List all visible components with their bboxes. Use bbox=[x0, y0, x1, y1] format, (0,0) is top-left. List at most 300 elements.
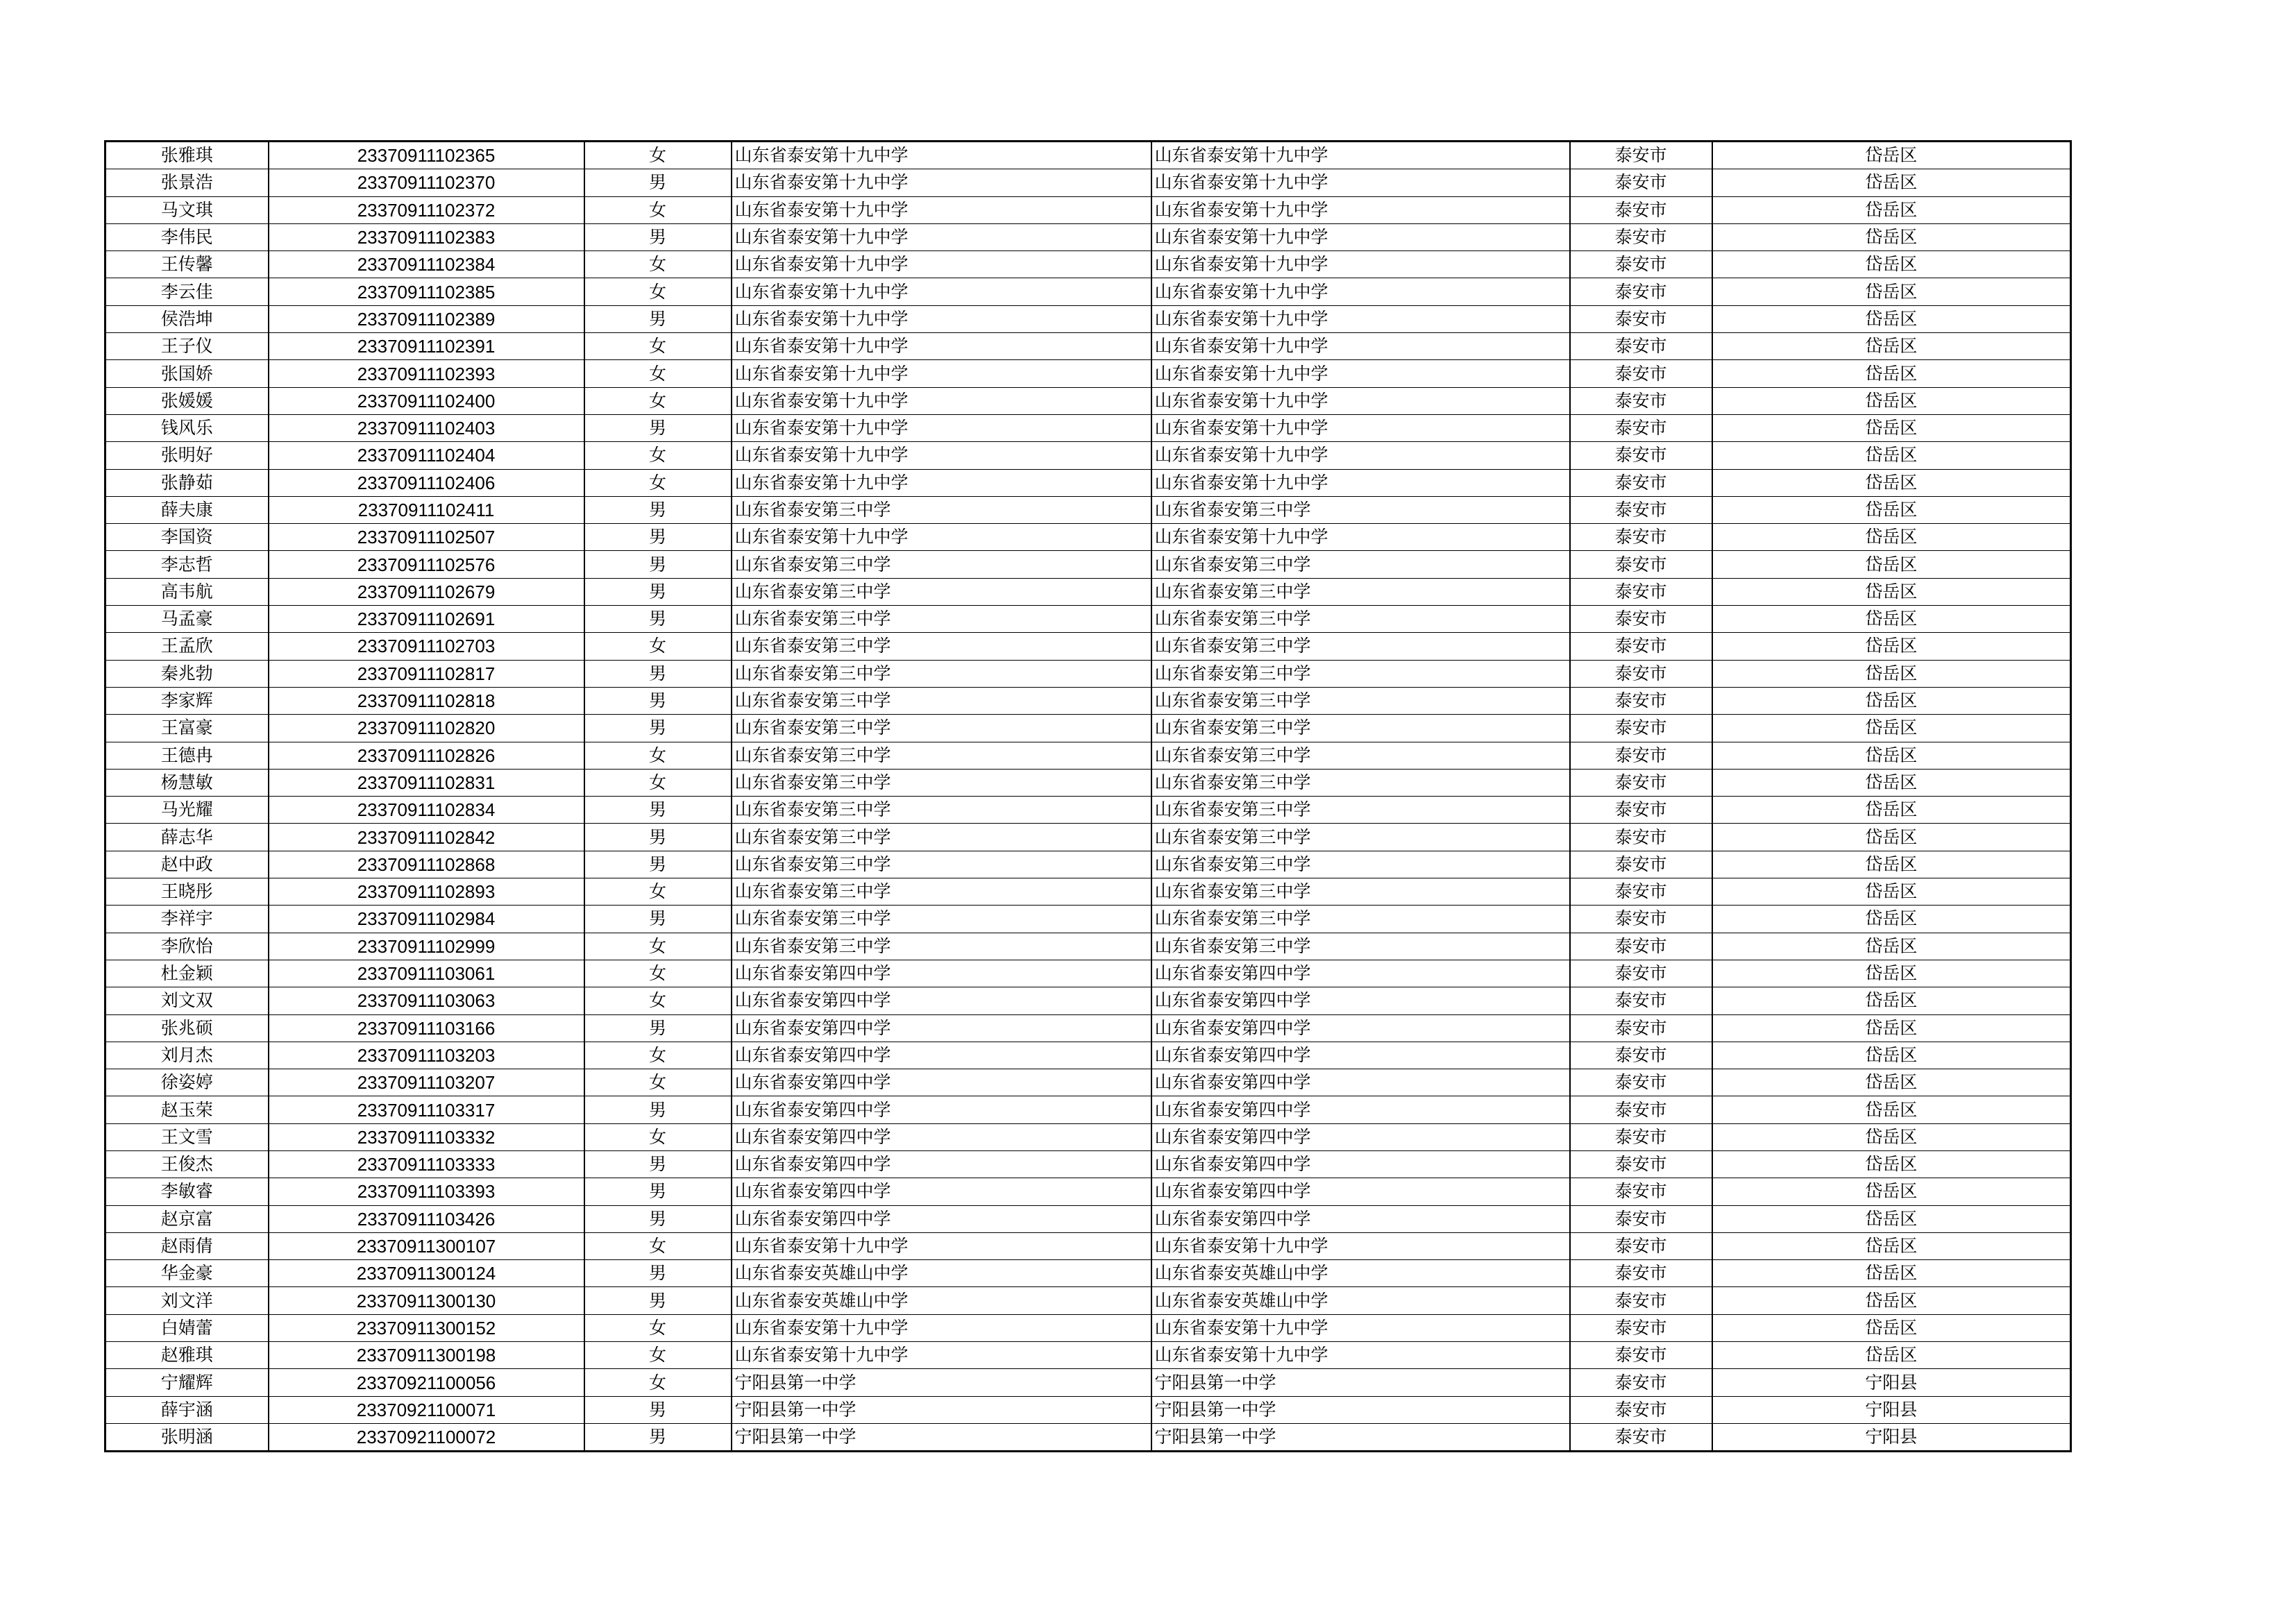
gender-cell: 男 bbox=[584, 524, 732, 551]
gender-cell: 女 bbox=[584, 360, 732, 387]
district-cell: 岱岳区 bbox=[1712, 660, 2071, 687]
student-name-cell: 张雅琪 bbox=[105, 142, 269, 169]
gender-cell: 女 bbox=[584, 960, 732, 987]
gender-cell: 男 bbox=[584, 660, 732, 687]
district-cell: 岱岳区 bbox=[1712, 414, 2071, 441]
district-cell: 岱岳区 bbox=[1712, 1287, 2071, 1314]
school-name-cell: 山东省泰安第十九中学 bbox=[732, 414, 1151, 441]
exam-number-cell: 23370921100072 bbox=[269, 1423, 584, 1451]
district-cell: 岱岳区 bbox=[1712, 987, 2071, 1014]
school-name-cell: 山东省泰安第十九中学 bbox=[732, 169, 1151, 196]
city-cell: 泰安市 bbox=[1570, 769, 1712, 796]
student-name-cell: 侯浩坤 bbox=[105, 305, 269, 332]
city-cell: 泰安市 bbox=[1570, 169, 1712, 196]
registered-school-cell: 山东省泰安英雄山中学 bbox=[1151, 1287, 1570, 1314]
student-name-cell: 王孟欣 bbox=[105, 633, 269, 660]
table-row bbox=[105, 305, 2071, 332]
district-cell: 岱岳区 bbox=[1712, 960, 2071, 987]
table-row bbox=[105, 797, 2071, 824]
city-cell: 泰安市 bbox=[1570, 578, 1712, 605]
table-row bbox=[105, 1096, 2071, 1123]
district-cell: 岱岳区 bbox=[1712, 1123, 2071, 1150]
gender-cell: 女 bbox=[584, 933, 732, 960]
gender-cell: 女 bbox=[584, 1123, 732, 1150]
district-cell: 岱岳区 bbox=[1712, 1314, 2071, 1341]
city-cell: 泰安市 bbox=[1570, 1369, 1712, 1396]
table-row bbox=[105, 1014, 2071, 1042]
registered-school-cell: 山东省泰安第四中学 bbox=[1151, 1178, 1570, 1205]
registered-school-cell: 山东省泰安第十九中学 bbox=[1151, 1342, 1570, 1369]
district-cell: 岱岳区 bbox=[1712, 387, 2071, 414]
table-row bbox=[105, 1369, 2071, 1396]
district-cell: 岱岳区 bbox=[1712, 1014, 2071, 1042]
gender-cell: 女 bbox=[584, 1314, 732, 1341]
city-cell: 泰安市 bbox=[1570, 1342, 1712, 1369]
district-cell: 宁阳县 bbox=[1712, 1369, 2071, 1396]
city-cell: 泰安市 bbox=[1570, 660, 1712, 687]
exam-number-cell: 23370911102403 bbox=[269, 414, 584, 441]
registered-school-cell: 山东省泰安第十九中学 bbox=[1151, 414, 1570, 441]
district-cell: 岱岳区 bbox=[1712, 1096, 2071, 1123]
gender-cell: 男 bbox=[584, 1396, 732, 1423]
table-row bbox=[105, 1287, 2071, 1314]
exam-number-cell: 23370911102818 bbox=[269, 687, 584, 714]
exam-number-cell: 23370911102383 bbox=[269, 223, 584, 250]
city-cell: 泰安市 bbox=[1570, 251, 1712, 278]
registered-school-cell: 山东省泰安第四中学 bbox=[1151, 1042, 1570, 1069]
student-name-cell: 王子仪 bbox=[105, 333, 269, 360]
exam-number-cell: 23370911102393 bbox=[269, 360, 584, 387]
city-cell: 泰安市 bbox=[1570, 1042, 1712, 1069]
city-cell: 泰安市 bbox=[1570, 933, 1712, 960]
table-row bbox=[105, 169, 2071, 196]
district-cell: 岱岳区 bbox=[1712, 1260, 2071, 1287]
registered-school-cell: 宁阳县第一中学 bbox=[1151, 1396, 1570, 1423]
gender-cell: 女 bbox=[584, 278, 732, 305]
registered-school-cell: 山东省泰安第四中学 bbox=[1151, 1069, 1570, 1096]
city-cell: 泰安市 bbox=[1570, 524, 1712, 551]
district-cell: 岱岳区 bbox=[1712, 1342, 2071, 1369]
school-name-cell: 山东省泰安第三中学 bbox=[732, 496, 1151, 523]
registered-school-cell: 山东省泰安第三中学 bbox=[1151, 715, 1570, 742]
student-name-cell: 张静茹 bbox=[105, 469, 269, 496]
district-cell: 岱岳区 bbox=[1712, 687, 2071, 714]
exam-number-cell: 23370911103166 bbox=[269, 1014, 584, 1042]
table-row bbox=[105, 606, 2071, 633]
table-row bbox=[105, 1342, 2071, 1369]
exam-number-cell: 23370911102507 bbox=[269, 524, 584, 551]
school-name-cell: 山东省泰安第四中学 bbox=[732, 960, 1151, 987]
city-cell: 泰安市 bbox=[1570, 1150, 1712, 1178]
registered-school-cell: 山东省泰安第四中学 bbox=[1151, 1014, 1570, 1042]
student-name-cell: 马光耀 bbox=[105, 797, 269, 824]
student-name-cell: 马孟豪 bbox=[105, 606, 269, 633]
district-cell: 岱岳区 bbox=[1712, 496, 2071, 523]
gender-cell: 女 bbox=[584, 878, 732, 906]
table-row bbox=[105, 633, 2071, 660]
school-name-cell: 山东省泰安第三中学 bbox=[732, 687, 1151, 714]
student-name-cell: 钱风乐 bbox=[105, 414, 269, 441]
district-cell: 岱岳区 bbox=[1712, 906, 2071, 933]
registered-school-cell: 山东省泰安英雄山中学 bbox=[1151, 1260, 1570, 1287]
exam-number-cell: 23370911102384 bbox=[269, 251, 584, 278]
exam-number-cell: 23370911102842 bbox=[269, 824, 584, 851]
district-cell: 岱岳区 bbox=[1712, 578, 2071, 605]
city-cell: 泰安市 bbox=[1570, 142, 1712, 169]
table-row bbox=[105, 469, 2071, 496]
registered-school-cell: 山东省泰安第三中学 bbox=[1151, 797, 1570, 824]
city-cell: 泰安市 bbox=[1570, 606, 1712, 633]
exam-number-cell: 23370911103061 bbox=[269, 960, 584, 987]
school-name-cell: 山东省泰安第十九中学 bbox=[732, 387, 1151, 414]
registered-school-cell: 山东省泰安第十九中学 bbox=[1151, 223, 1570, 250]
exam-number-cell: 23370911102385 bbox=[269, 278, 584, 305]
city-cell: 泰安市 bbox=[1570, 196, 1712, 223]
student-name-cell: 刘文双 bbox=[105, 987, 269, 1014]
student-name-cell: 王传馨 bbox=[105, 251, 269, 278]
student-name-cell: 王晓彤 bbox=[105, 878, 269, 906]
city-cell: 泰安市 bbox=[1570, 1178, 1712, 1205]
district-cell: 岱岳区 bbox=[1712, 715, 2071, 742]
district-cell: 岱岳区 bbox=[1712, 1232, 2071, 1259]
gender-cell: 男 bbox=[584, 606, 732, 633]
gender-cell: 男 bbox=[584, 223, 732, 250]
city-cell: 泰安市 bbox=[1570, 1014, 1712, 1042]
registered-school-cell: 山东省泰安第十九中学 bbox=[1151, 305, 1570, 332]
gender-cell: 女 bbox=[584, 469, 732, 496]
district-cell: 岱岳区 bbox=[1712, 1150, 2071, 1178]
student-name-cell: 杨慧敏 bbox=[105, 769, 269, 796]
city-cell: 泰安市 bbox=[1570, 1123, 1712, 1150]
exam-number-cell: 23370911102820 bbox=[269, 715, 584, 742]
student-name-cell: 李家辉 bbox=[105, 687, 269, 714]
district-cell: 宁阳县 bbox=[1712, 1423, 2071, 1451]
school-name-cell: 山东省泰安第四中学 bbox=[732, 1069, 1151, 1096]
school-name-cell: 山东省泰安第十九中学 bbox=[732, 223, 1151, 250]
student-name-cell: 王德冉 bbox=[105, 742, 269, 769]
table-row bbox=[105, 660, 2071, 687]
school-name-cell: 山东省泰安第四中学 bbox=[732, 1123, 1151, 1150]
table-row bbox=[105, 524, 2071, 551]
district-cell: 岱岳区 bbox=[1712, 169, 2071, 196]
district-cell: 岱岳区 bbox=[1712, 742, 2071, 769]
student-name-cell: 白婧蕾 bbox=[105, 1314, 269, 1341]
student-name-cell: 李国资 bbox=[105, 524, 269, 551]
registered-school-cell: 山东省泰安第三中学 bbox=[1151, 606, 1570, 633]
school-name-cell: 山东省泰安第十九中学 bbox=[732, 524, 1151, 551]
city-cell: 泰安市 bbox=[1570, 1423, 1712, 1451]
table-row bbox=[105, 1069, 2071, 1096]
table-row bbox=[105, 687, 2071, 714]
table-row bbox=[105, 987, 2071, 1014]
student-name-cell: 宁耀辉 bbox=[105, 1369, 269, 1396]
gender-cell: 女 bbox=[584, 769, 732, 796]
district-cell: 岱岳区 bbox=[1712, 933, 2071, 960]
city-cell: 泰安市 bbox=[1570, 278, 1712, 305]
registered-school-cell: 山东省泰安第三中学 bbox=[1151, 933, 1570, 960]
gender-cell: 女 bbox=[584, 1369, 732, 1396]
school-name-cell: 山东省泰安第四中学 bbox=[732, 1178, 1151, 1205]
exam-number-cell: 23370911102404 bbox=[269, 442, 584, 469]
district-cell: 岱岳区 bbox=[1712, 1042, 2071, 1069]
school-name-cell: 山东省泰安第三中学 bbox=[732, 715, 1151, 742]
student-name-cell: 张明好 bbox=[105, 442, 269, 469]
exam-number-cell: 23370911103063 bbox=[269, 987, 584, 1014]
gender-cell: 男 bbox=[584, 1096, 732, 1123]
registered-school-cell: 山东省泰安第十九中学 bbox=[1151, 278, 1570, 305]
student-name-cell: 张兆硕 bbox=[105, 1014, 269, 1042]
table-row bbox=[105, 551, 2071, 578]
student-name-cell: 薛志华 bbox=[105, 824, 269, 851]
table-row bbox=[105, 878, 2071, 906]
exam-number-cell: 23370911102893 bbox=[269, 878, 584, 906]
gender-cell: 女 bbox=[584, 196, 732, 223]
district-cell: 岱岳区 bbox=[1712, 878, 2071, 906]
table-row bbox=[105, 715, 2071, 742]
table-row bbox=[105, 742, 2071, 769]
school-name-cell: 山东省泰安第十九中学 bbox=[732, 360, 1151, 387]
district-cell: 岱岳区 bbox=[1712, 469, 2071, 496]
district-cell: 岱岳区 bbox=[1712, 551, 2071, 578]
school-name-cell: 山东省泰安第三中学 bbox=[732, 660, 1151, 687]
district-cell: 岱岳区 bbox=[1712, 442, 2071, 469]
table-row bbox=[105, 960, 2071, 987]
registered-school-cell: 山东省泰安第十九中学 bbox=[1151, 1232, 1570, 1259]
gender-cell: 女 bbox=[584, 142, 732, 169]
exam-number-cell: 23370911300107 bbox=[269, 1232, 584, 1259]
school-name-cell: 山东省泰安第四中学 bbox=[732, 1042, 1151, 1069]
table-row bbox=[105, 1423, 2071, 1451]
gender-cell: 男 bbox=[584, 797, 732, 824]
school-name-cell: 山东省泰安第十九中学 bbox=[732, 251, 1151, 278]
district-cell: 岱岳区 bbox=[1712, 1069, 2071, 1096]
city-cell: 泰安市 bbox=[1570, 960, 1712, 987]
school-name-cell: 宁阳县第一中学 bbox=[732, 1396, 1151, 1423]
table-row bbox=[105, 933, 2071, 960]
school-name-cell: 山东省泰安第十九中学 bbox=[732, 196, 1151, 223]
table-row bbox=[105, 196, 2071, 223]
city-cell: 泰安市 bbox=[1570, 1096, 1712, 1123]
registered-school-cell: 山东省泰安第十九中学 bbox=[1151, 251, 1570, 278]
registered-school-cell: 山东省泰安第四中学 bbox=[1151, 1123, 1570, 1150]
school-name-cell: 山东省泰安第三中学 bbox=[732, 633, 1151, 660]
registered-school-cell: 山东省泰安第四中学 bbox=[1151, 1150, 1570, 1178]
gender-cell: 男 bbox=[584, 1014, 732, 1042]
city-cell: 泰安市 bbox=[1570, 878, 1712, 906]
exam-number-cell: 23370911103393 bbox=[269, 1178, 584, 1205]
school-name-cell: 宁阳县第一中学 bbox=[732, 1369, 1151, 1396]
school-name-cell: 山东省泰安英雄山中学 bbox=[732, 1260, 1151, 1287]
district-cell: 岱岳区 bbox=[1712, 769, 2071, 796]
exam-number-cell: 23370911103333 bbox=[269, 1150, 584, 1178]
exam-number-cell: 23370911102984 bbox=[269, 906, 584, 933]
school-name-cell: 山东省泰安第三中学 bbox=[732, 878, 1151, 906]
table-row bbox=[105, 851, 2071, 878]
exam-number-cell: 23370911102817 bbox=[269, 660, 584, 687]
school-name-cell: 山东省泰安第三中学 bbox=[732, 933, 1151, 960]
student-name-cell: 李欣怡 bbox=[105, 933, 269, 960]
student-name-cell: 高韦航 bbox=[105, 578, 269, 605]
school-name-cell: 山东省泰安第十九中学 bbox=[732, 333, 1151, 360]
city-cell: 泰安市 bbox=[1570, 387, 1712, 414]
gender-cell: 女 bbox=[584, 633, 732, 660]
exam-number-cell: 23370911300130 bbox=[269, 1287, 584, 1314]
registered-school-cell: 山东省泰安第三中学 bbox=[1151, 660, 1570, 687]
exam-number-cell: 23370911300124 bbox=[269, 1260, 584, 1287]
table-row bbox=[105, 442, 2071, 469]
exam-number-cell: 23370911102826 bbox=[269, 742, 584, 769]
gender-cell: 女 bbox=[584, 742, 732, 769]
exam-number-cell: 23370911102691 bbox=[269, 606, 584, 633]
gender-cell: 男 bbox=[584, 906, 732, 933]
school-name-cell: 山东省泰安第四中学 bbox=[732, 1150, 1151, 1178]
exam-number-cell: 23370911102370 bbox=[269, 169, 584, 196]
student-name-cell: 张国娇 bbox=[105, 360, 269, 387]
student-name-cell: 李云佳 bbox=[105, 278, 269, 305]
registered-school-cell: 山东省泰安第十九中学 bbox=[1151, 169, 1570, 196]
exam-number-cell: 23370911102834 bbox=[269, 797, 584, 824]
table-row bbox=[105, 496, 2071, 523]
table-row bbox=[105, 1205, 2071, 1232]
registered-school-cell: 山东省泰安第三中学 bbox=[1151, 878, 1570, 906]
table-row bbox=[105, 578, 2071, 605]
table-row bbox=[105, 1260, 2071, 1287]
registered-school-cell: 山东省泰安第三中学 bbox=[1151, 742, 1570, 769]
student-name-cell: 李敏睿 bbox=[105, 1178, 269, 1205]
gender-cell: 女 bbox=[584, 333, 732, 360]
registered-school-cell: 山东省泰安第四中学 bbox=[1151, 1096, 1570, 1123]
registered-school-cell: 山东省泰安第三中学 bbox=[1151, 824, 1570, 851]
district-cell: 岱岳区 bbox=[1712, 333, 2071, 360]
registered-school-cell: 山东省泰安第三中学 bbox=[1151, 906, 1570, 933]
registered-school-cell: 山东省泰安第三中学 bbox=[1151, 578, 1570, 605]
registered-school-cell: 山东省泰安第十九中学 bbox=[1151, 524, 1570, 551]
school-name-cell: 山东省泰安第四中学 bbox=[732, 1014, 1151, 1042]
gender-cell: 男 bbox=[584, 1178, 732, 1205]
school-name-cell: 山东省泰安第十九中学 bbox=[732, 142, 1151, 169]
city-cell: 泰安市 bbox=[1570, 305, 1712, 332]
school-name-cell: 山东省泰安第十九中学 bbox=[732, 1232, 1151, 1259]
exam-number-cell: 23370911102372 bbox=[269, 196, 584, 223]
exam-number-cell: 23370911103203 bbox=[269, 1042, 584, 1069]
school-name-cell: 山东省泰安第三中学 bbox=[732, 578, 1151, 605]
registered-school-cell: 山东省泰安第十九中学 bbox=[1151, 1314, 1570, 1341]
table-row bbox=[105, 1042, 2071, 1069]
exam-number-cell: 23370911103426 bbox=[269, 1205, 584, 1232]
table-row bbox=[105, 1314, 2071, 1341]
student-name-cell: 赵京富 bbox=[105, 1205, 269, 1232]
city-cell: 泰安市 bbox=[1570, 1232, 1712, 1259]
school-name-cell: 山东省泰安第四中学 bbox=[732, 1096, 1151, 1123]
school-name-cell: 山东省泰安第四中学 bbox=[732, 1205, 1151, 1232]
table-row bbox=[105, 906, 2071, 933]
registered-school-cell: 山东省泰安第十九中学 bbox=[1151, 333, 1570, 360]
school-name-cell: 山东省泰安第三中学 bbox=[732, 797, 1151, 824]
district-cell: 岱岳区 bbox=[1712, 251, 2071, 278]
gender-cell: 男 bbox=[584, 715, 732, 742]
table-row bbox=[105, 278, 2071, 305]
table-row bbox=[105, 1150, 2071, 1178]
table-row bbox=[105, 251, 2071, 278]
student-name-cell: 张明涵 bbox=[105, 1423, 269, 1451]
gender-cell: 男 bbox=[584, 1260, 732, 1287]
city-cell: 泰安市 bbox=[1570, 1069, 1712, 1096]
district-cell: 岱岳区 bbox=[1712, 196, 2071, 223]
school-name-cell: 山东省泰安第十九中学 bbox=[732, 1314, 1151, 1341]
gender-cell: 女 bbox=[584, 987, 732, 1014]
table-row bbox=[105, 333, 2071, 360]
registered-school-cell: 山东省泰安第三中学 bbox=[1151, 551, 1570, 578]
district-cell: 岱岳区 bbox=[1712, 824, 2071, 851]
registered-school-cell: 山东省泰安第四中学 bbox=[1151, 1205, 1570, 1232]
table-row bbox=[105, 1396, 2071, 1423]
school-name-cell: 山东省泰安第十九中学 bbox=[732, 305, 1151, 332]
registered-school-cell: 山东省泰安第十九中学 bbox=[1151, 469, 1570, 496]
gender-cell: 男 bbox=[584, 305, 732, 332]
exam-number-cell: 23370911102400 bbox=[269, 387, 584, 414]
table-row bbox=[105, 769, 2071, 796]
student-name-cell: 赵玉荣 bbox=[105, 1096, 269, 1123]
school-name-cell: 山东省泰安第十九中学 bbox=[732, 1342, 1151, 1369]
registered-school-cell: 山东省泰安第三中学 bbox=[1151, 851, 1570, 878]
student-name-cell: 秦兆勃 bbox=[105, 660, 269, 687]
gender-cell: 男 bbox=[584, 551, 732, 578]
gender-cell: 男 bbox=[584, 1205, 732, 1232]
school-name-cell: 山东省泰安第十九中学 bbox=[732, 469, 1151, 496]
exam-number-cell: 23370921100056 bbox=[269, 1369, 584, 1396]
registered-school-cell: 山东省泰安第四中学 bbox=[1151, 987, 1570, 1014]
gender-cell: 女 bbox=[584, 387, 732, 414]
city-cell: 泰安市 bbox=[1570, 496, 1712, 523]
student-name-cell: 张媛媛 bbox=[105, 387, 269, 414]
city-cell: 泰安市 bbox=[1570, 824, 1712, 851]
city-cell: 泰安市 bbox=[1570, 551, 1712, 578]
student-name-cell: 张景浩 bbox=[105, 169, 269, 196]
city-cell: 泰安市 bbox=[1570, 1396, 1712, 1423]
student-name-cell: 李志哲 bbox=[105, 551, 269, 578]
exam-number-cell: 23370911103332 bbox=[269, 1123, 584, 1150]
city-cell: 泰安市 bbox=[1570, 1260, 1712, 1287]
registered-school-cell: 山东省泰安第十九中学 bbox=[1151, 387, 1570, 414]
exam-number-cell: 23370911102411 bbox=[269, 496, 584, 523]
student-name-cell: 赵中政 bbox=[105, 851, 269, 878]
gender-cell: 女 bbox=[584, 1232, 732, 1259]
gender-cell: 男 bbox=[584, 1423, 732, 1451]
gender-cell: 女 bbox=[584, 1069, 732, 1096]
district-cell: 岱岳区 bbox=[1712, 142, 2071, 169]
student-name-cell: 赵雨倩 bbox=[105, 1232, 269, 1259]
exam-number-cell: 23370911102576 bbox=[269, 551, 584, 578]
student-name-cell: 杜金颖 bbox=[105, 960, 269, 987]
registered-school-cell: 山东省泰安第十九中学 bbox=[1151, 442, 1570, 469]
city-cell: 泰安市 bbox=[1570, 442, 1712, 469]
exam-number-cell: 23370911300152 bbox=[269, 1314, 584, 1341]
school-name-cell: 山东省泰安英雄山中学 bbox=[732, 1287, 1151, 1314]
student-name-cell: 徐姿婷 bbox=[105, 1069, 269, 1096]
gender-cell: 男 bbox=[584, 687, 732, 714]
gender-cell: 男 bbox=[584, 1150, 732, 1178]
gender-cell: 男 bbox=[584, 1287, 732, 1314]
school-name-cell: 山东省泰安第四中学 bbox=[732, 987, 1151, 1014]
school-name-cell: 山东省泰安第十九中学 bbox=[732, 278, 1151, 305]
exam-number-cell: 23370911103207 bbox=[269, 1069, 584, 1096]
student-name-cell: 赵雅琪 bbox=[105, 1342, 269, 1369]
gender-cell: 男 bbox=[584, 851, 732, 878]
gender-cell: 女 bbox=[584, 1042, 732, 1069]
registered-school-cell: 山东省泰安第十九中学 bbox=[1151, 196, 1570, 223]
registered-school-cell: 宁阳县第一中学 bbox=[1151, 1423, 1570, 1451]
gender-cell: 男 bbox=[584, 414, 732, 441]
